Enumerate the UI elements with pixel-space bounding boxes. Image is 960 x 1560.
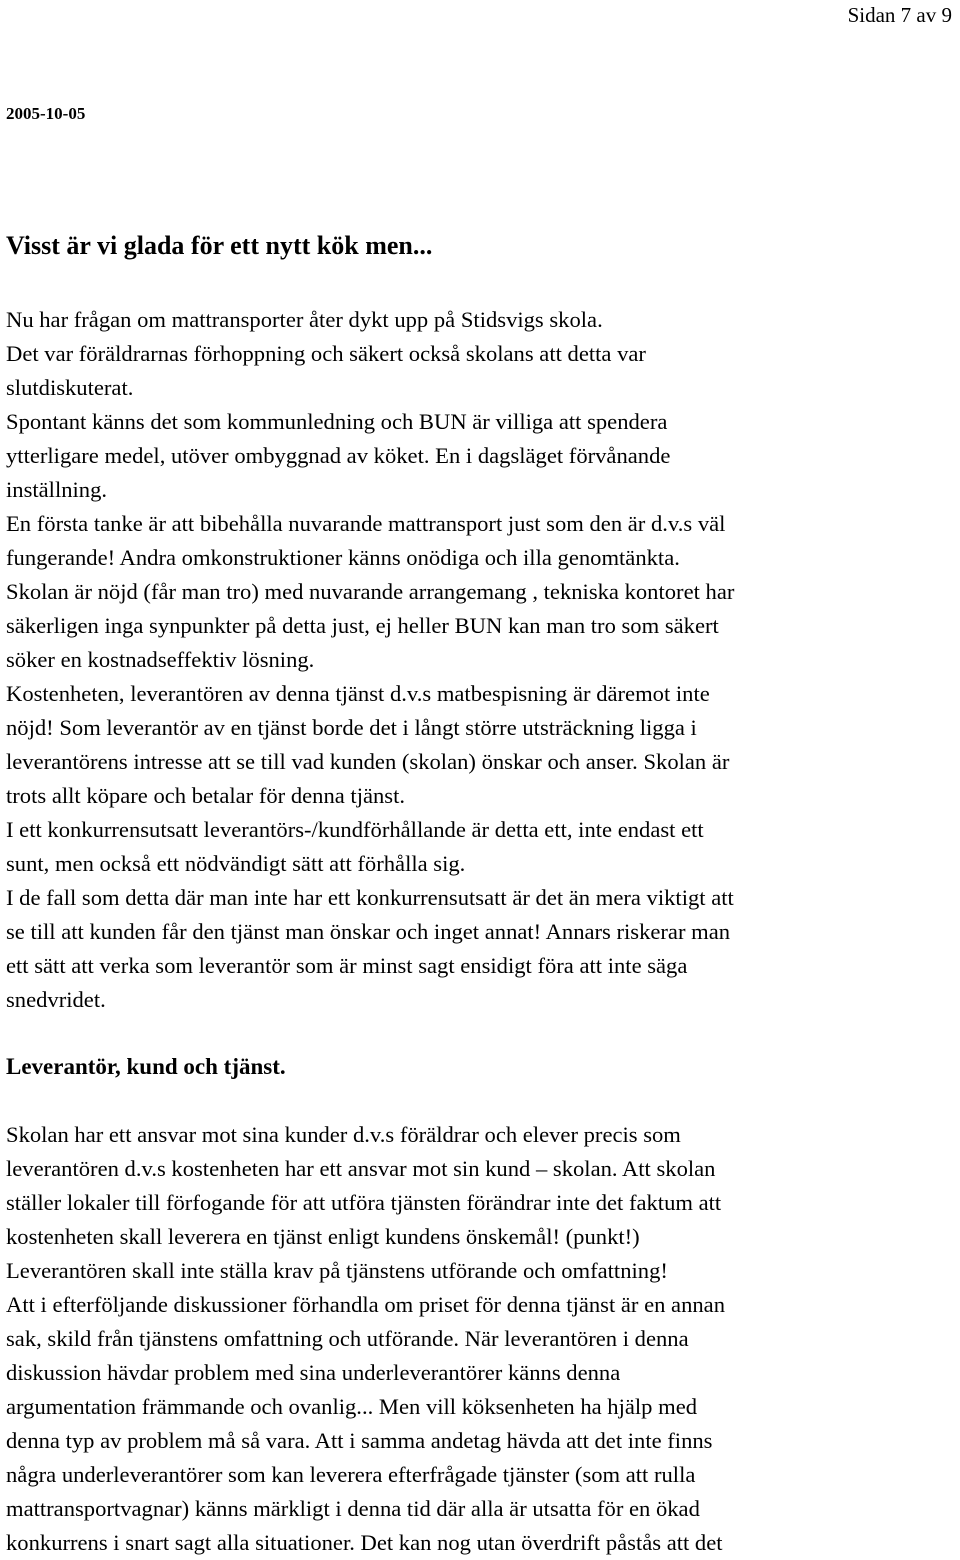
text-line: Nu har frågan om mattransporter åter dykt upp på Stidsvigs skola. (6, 307, 603, 332)
text-line: Skolan är nöjd (får man tro) med nuvarande arrangemang , tekniska kontoret har (6, 579, 735, 604)
text-line: trots allt köpare och betalar för denna tjänst. (6, 783, 406, 808)
section-heading: Leverantör, kund och tjänst. (6, 1054, 286, 1079)
section-2-body (6, 1118, 956, 1560)
text-line: leverantörens intresse att se till vad kunden (skolan) önskar och anser. Skolan är (6, 749, 730, 774)
text-line: Kostenheten, leverantören av denna tjänst d.v.s matbespisning är däremot inte (6, 681, 710, 706)
text-line: nöjd! Som leverantör av en tjänst borde det i långt större utsträckning ligga i (6, 715, 697, 740)
text-line: ställer lokaler till förfogande för att utföra tjänsten förändrar inte det faktum att (6, 1190, 722, 1215)
text-line: Det var föräldrarnas förhoppning och säkert också skolans att detta var (6, 341, 646, 366)
text-line: Att i efterföljande diskussioner förhandla om priset för denna tjänst är en annan (6, 1292, 726, 1317)
text-line: inställning. (6, 477, 108, 502)
section-1-body (6, 303, 956, 1017)
text-line: I ett konkurrensutsatt leverantörs-/kundförhållande är detta ett, inte endast ett (6, 817, 704, 842)
text-line: ett sätt att verka som leverantör som är minst sagt ensidigt föra att inte säga (6, 953, 688, 978)
text-line: Skolan har ett ansvar mot sina kunder d.v.s föräldrar och elever precis som (6, 1122, 681, 1147)
text-line: diskussion hävdar problem med sina underleverantörer känns denna (6, 1360, 621, 1385)
text-line: mattransportvagnar) känns märkligt i denna tid där alla är utsatta för en ökad (6, 1496, 700, 1521)
text-line: denna typ av problem må så vara. Att i samma andetag hävda att det inte finns (6, 1428, 713, 1453)
text-line: Leverantören skall inte ställa krav på tjänstens utförande och omfattning! (6, 1258, 668, 1283)
text-line: se till att kunden får den tjänst man önskar och inget annat! Annars riskerar man (6, 919, 731, 944)
text-line: sunt, men också ett nödvändigt sätt att förhålla sig. (6, 851, 466, 876)
page-number: Sidan 7 av 9 (847, 3, 952, 27)
text-line: söker en kostnadseffektiv lösning. (6, 647, 315, 672)
text-line: Spontant känns det som kommunledning och BUN är villiga att spendera (6, 409, 668, 434)
document-date: 2005-10-05 (6, 104, 86, 123)
document-title: Visst är vi glada för ett nytt kök men... (6, 231, 433, 260)
text-line: leverantören d.v.s kostenheten har ett ansvar mot sin kund – skolan. Att skolan (6, 1156, 716, 1181)
text-line: några underleverantörer som kan leverera efterfrågade tjänster (som att rulla (6, 1462, 696, 1487)
text-line: ytterligare medel, utöver ombyggnad av köket. En i dagsläget förvånande (6, 443, 671, 468)
text-line: snedvridet. (6, 987, 106, 1012)
text-line: konkurrens i snart sagt alla situationer. Det kan nog utan överdrift påstås att det (6, 1530, 723, 1555)
text-line: sak, skild från tjänstens omfattning och utförande. När leverantören i denna (6, 1326, 689, 1351)
text-line: En första tanke är att bibehålla nuvarande mattransport just som den är d.v.s väl (6, 511, 726, 536)
text-line: argumentation främmande och ovanlig... Men vill köksenheten ha hjälp med (6, 1394, 698, 1419)
text-line: slutdiskuterat. (6, 375, 134, 400)
text-line: säkerligen inga synpunkter på detta just, ej heller BUN kan man tro som säkert (6, 613, 719, 638)
text-line: kostenheten skall leverera en tjänst enligt kundens önskemål! (punkt!) (6, 1224, 640, 1249)
text-line: I de fall som detta där man inte har ett konkurrensutsatt är det än mera viktigt att (6, 885, 734, 910)
text-line: fungerande! Andra omkonstruktioner känns onödiga och illa genomtänkta. (6, 545, 680, 570)
